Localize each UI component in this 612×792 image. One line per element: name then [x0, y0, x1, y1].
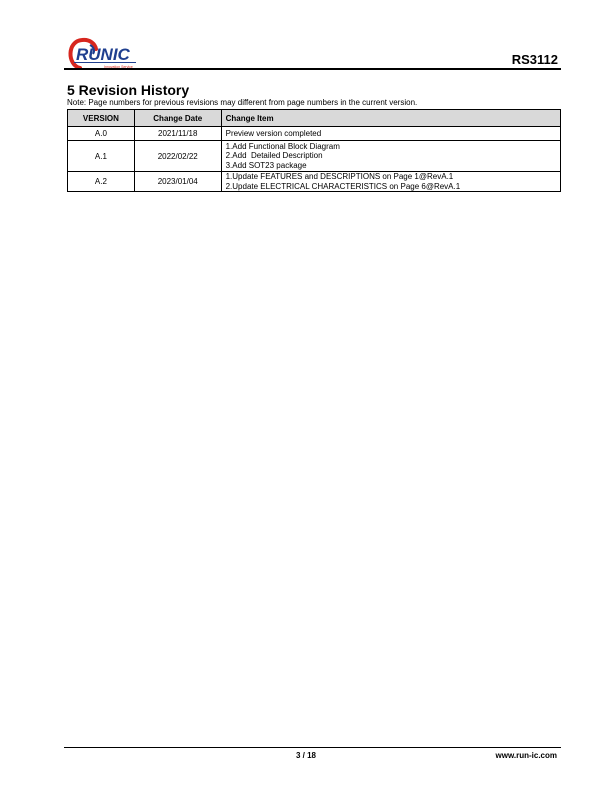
runic-logo: [66, 37, 138, 71]
cell-change-item: [221, 141, 560, 172]
header-divider: [64, 68, 561, 70]
table-header-row: [68, 110, 561, 127]
logo-wordmark: RUNIC: [76, 45, 130, 64]
section-title: 5 Revision History: [67, 82, 190, 98]
website-url: www.run-ic.com: [495, 751, 557, 760]
change-line: Preview version completed: [225, 128, 322, 138]
table-row: [68, 127, 561, 141]
section-note: Note: Page numbers for previous revisions may different from page numbers in the current version.: [67, 98, 418, 107]
revision-history-table: [67, 109, 561, 192]
cell-change-item: [221, 172, 560, 192]
change-line: 1.Update FEATURES and DESCRIPTIONS on Page 1@RevA.1: [225, 172, 454, 181]
change-line: 2.Update ELECTRICAL CHARACTERISTICS on Page 6@RevA.1: [225, 181, 461, 191]
table-row: [68, 172, 561, 192]
table-row: [68, 141, 561, 172]
cell-version: A.1: [68, 141, 135, 172]
page-number: 3 / 18: [295, 751, 316, 760]
part-number: RS3112: [511, 52, 558, 67]
cell-date: 2022/02/22: [134, 141, 221, 172]
header-version: VERSION: [68, 110, 135, 127]
change-line: 1.Add Functional Block Diagram: [225, 141, 340, 151]
cell-date: 2023/01/04: [134, 172, 221, 192]
header-change-date: Change Date: [134, 110, 221, 127]
cell-version: A.2: [68, 172, 135, 192]
change-line: 2.Add Detailed Description: [225, 151, 323, 161]
logo-tagline: Innovation Service: [104, 65, 133, 69]
cell-version: A.0: [68, 127, 135, 141]
cell-date: 2021/11/18: [134, 127, 221, 141]
header-change-item: Change Item: [221, 110, 560, 127]
change-line: 3.Add SOT23 package: [225, 160, 307, 170]
footer-divider: [64, 747, 561, 748]
cell-change-item: [221, 127, 560, 141]
